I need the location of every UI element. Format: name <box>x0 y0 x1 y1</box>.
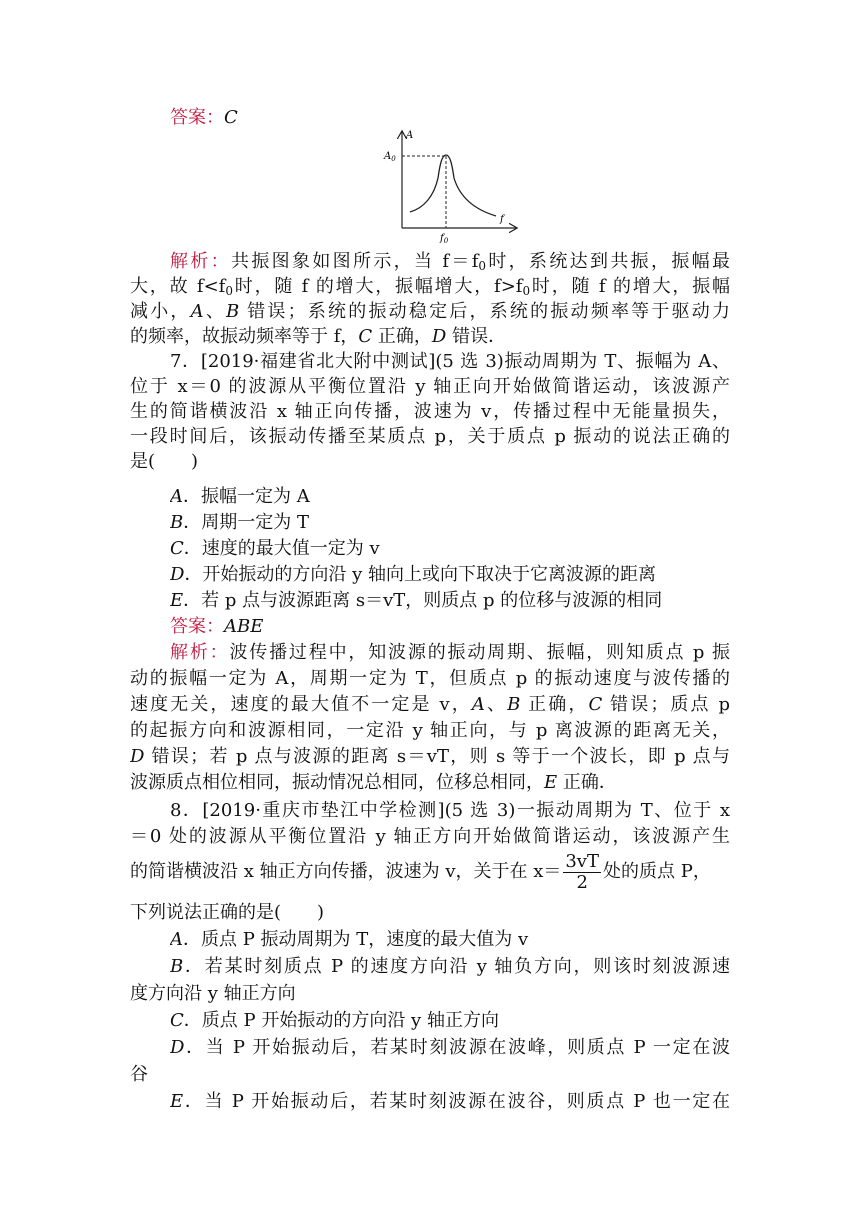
question-7-line-5: 是( ) <box>130 451 199 472</box>
question-8-option-e: E．当 P 开始振动后，若某时刻波源在波谷，则质点 P 也一定在 <box>170 1091 730 1112</box>
explanation-7-line-2: 动的振幅一定为 A，周期一定为 T，但质点 p 的振动速度与波传播的 <box>130 668 730 689</box>
answer-value: C <box>224 107 238 128</box>
question-7-line-3: 生的简谐横波沿 x 轴正向传播，波速为 v，传播过程中无能量损失， <box>130 401 730 422</box>
question-7-option-a: A．振幅一定为 A <box>170 486 310 507</box>
explanation-7-line-5: D 错误；若 p 点与波源的距离 s＝vT，则 s 等于一个波长，即 p 点与 <box>130 746 730 767</box>
explanation-6-line-1: 解析：共振图象如图所示，当 $f=f_0$时，系统达到共振，振幅最 <box>170 251 730 273</box>
explanation-7-line-1: 解析：波传播过程中，知波源的振动周期、振幅，则知质点 p 振 <box>170 642 730 663</box>
question-7-line-4: 一段时间后，该振动传播至某质点 p，关于质点 p 振动的说法正确的 <box>130 426 730 447</box>
question-7-line-2: 位于 x＝0 的波源从平衡位置沿 y 轴正向开始做简谐运动，该波源产 <box>130 376 730 397</box>
question-7-option-c: C．速度的最大值一定为 v <box>170 538 380 559</box>
question-8-option-d-cont: 谷 <box>130 1064 148 1085</box>
resonance-curve <box>410 155 496 216</box>
question-8-option-b-cont: 度方向沿 y 轴正方向 <box>130 983 296 1004</box>
question-8-option-c: C．质点 P 开始振动的方向沿 y 轴正方向 <box>170 1010 499 1031</box>
question-8-line-2: ＝0 处的波源从平衡位置沿 y 轴正方向开始做简谐运动，该波源产生 <box>130 826 730 847</box>
question-8-line-3: 的简谐横波沿 x 轴正方向传播，波速为 v，关于在 x＝ $\frac{3vT}{2}$ 处的质点 P， <box>130 850 711 893</box>
resonance-graph <box>380 128 520 246</box>
question-8-option-d: D．当 P 开始振动后，若某时刻波源在波峰，则质点 P 一定在波 <box>170 1037 730 1058</box>
question-7-option-b: B．周期一定为 T <box>170 512 309 533</box>
question-7-line-1: 7．[2019·福建省北大附中测试](5 选 3)振动周期为 T、振幅为 A、 <box>170 351 730 372</box>
explanation-7-line-6: 波源质点相位相同，振动情况总相同，位移总相同，E 正确． <box>130 772 617 793</box>
question-7-option-d: D．开始振动的方向沿 y 轴向上或向下取决于它离波源的距离 <box>170 564 657 585</box>
question-7-option-e: E．若 p 点与波源距离 s＝vT，则质点 p 的位移与波源的相同 <box>170 590 663 611</box>
x-mark-label: $f_0$ <box>440 233 449 245</box>
answer-7: 答案：ABE <box>170 616 264 637</box>
answer-label: 答案： <box>170 107 224 128</box>
explanation-7-line-4: 的起振方向和波源相同，一定沿 y 轴正向，与 p 离波源的距离无关， <box>130 720 730 741</box>
question-8-line-4: 下列说法正确的是( ) <box>130 902 325 923</box>
answer-6 <box>170 104 730 131</box>
explanation-6-line-2: 大，故 $f<f_0$时，随 f 的增大，振幅增大，$f>f_0$时，随 f 的增大，振幅 <box>130 276 730 298</box>
peak-label: $A_0$ <box>384 151 396 163</box>
question-8-option-b: B．若某时刻质点 P 的速度方向沿 y 轴负方向，则该时刻波源速 <box>170 956 730 977</box>
x-axis-label: f <box>500 214 504 225</box>
explanation-6-line-3: 减小，A、B 错误；系统的振动稳定后，系统的振动频率等于驱动力 <box>130 301 730 322</box>
fraction-3vt-over-2: $\frac{3vT}{2}$ <box>565 850 599 893</box>
question-8-option-a: A．质点 P 振动周期为 T，速度的最大值为 v <box>170 929 529 950</box>
explanation-6-line-4: 的频率，故振动频率等于 f，C 正确，D 错误． <box>130 326 507 347</box>
y-axis-label: A <box>406 130 414 141</box>
explanation-7-line-3: 速度无关，速度的最大值不一定是 v，A、B 正确，C 错误；质点 p <box>130 694 730 715</box>
question-8-line-1: 8．[2019·重庆市垫江中学检测](5 选 3)一振动周期为 T、位于 x <box>170 800 730 821</box>
